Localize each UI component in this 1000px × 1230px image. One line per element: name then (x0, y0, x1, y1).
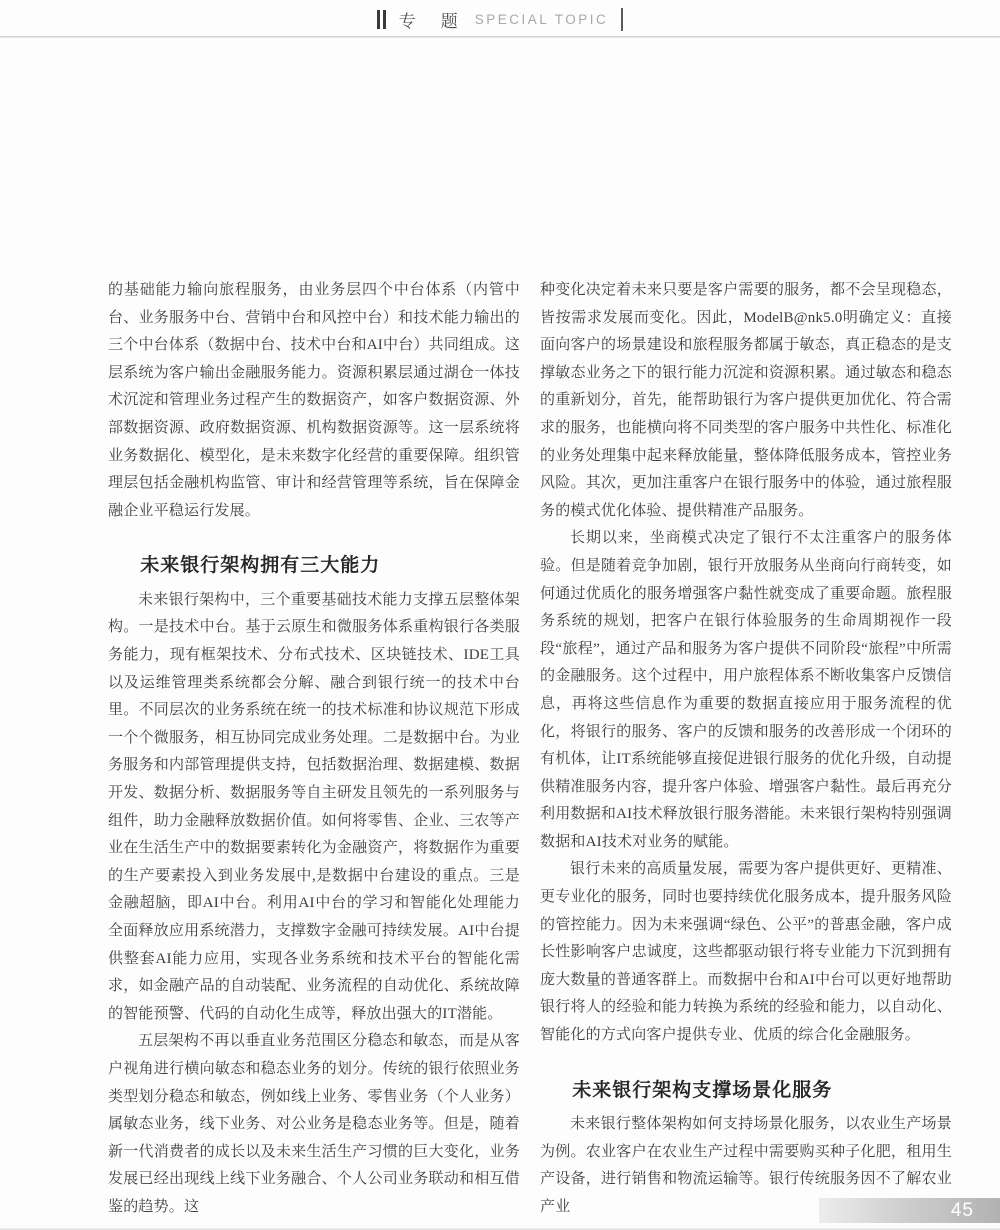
section-heading: 未来银行架构拥有三大能力 (140, 555, 381, 577)
page-top-edge-line (0, 36, 1000, 38)
column-left (108, 277, 520, 1222)
page-header (0, 6, 1000, 32)
double-bar-icon (377, 10, 386, 29)
paragraph: 未来银行架构中，三个重要基础技术能力支撑五层整体架构。一是技术中台。基于云原生和微服务体系重构银行各类服务能力，现有框架技术、分布式技术、区块链技术、IDE工具以及运维管理类系统都会分解、融合到银行统一的技术中台里。不同层次的业务系统在统一的技术标准和协议规范下形成一个个微服务，相互协同完成业务处理。二是数据中台。为业务服务和内部管理提供支持，包括数据治理、数据建模、数据开发、数据分析、数据服务等自主研发且领先的一系列服务与组件，助力金融释放数据价值。如何将零售、企业、三农等产业在生活生产中的数据要素转化为金融资产，将数据作为重要的生产要素投入到业务发展中,是数据中台建设的重点。三是金融超脑，即AI中台。利用AI中台的学习和智能化处理能力全面释放应用系统潜力，支撑数字金融可持续发展。AI中台提供整套AI能力应用，实现各业务系统和技术平台的智能化需求，如金融产品的自动装配、业务流程的自动优化、系统故障的智能预警、代码的自动化生成等，释放出强大的IT潜能。 (108, 591, 520, 1022)
topic-title-cn: 专 题 (398, 11, 462, 31)
paragraph: 银行未来的高质量发展，需要为客户提供更好、更精准、更专业化的服务，同时也要持续优化服务成本，提升服务风险的管控能力。因为未来强调“绿色、公平”的普惠金融，客户成长性影响客户忠诚度，这些都驱动银行将专业能力下沉到拥有庞大数量的普通客群上。而数据中台和AI中台可以更好地帮助银行将人的经验和能力转换为系统的经验和能力，以自动化、智能化的方式向客户提供专业、优质的综合化金融服务。 (540, 861, 952, 1044)
column-right (540, 277, 952, 1222)
topic-title-en: SPECIAL TOPIC (474, 11, 609, 27)
paragraph: 五层架构不再以垂直业务范围区分稳态和敏态，而是从客户视角进行横向敏态和稳态业务的划分。传统的银行依照业务类型划分稳态和敏态，例如线上业务、零售业务（个人业务）属敏态业务，线下业务、对公业务是稳态业务等。但是，随着新一代消费者的成长以及未来生活生产习惯的巨大变化，业务发展已经出现线上线下业务融合、个人公司业务联动和相互借鉴的趋势。这 (108, 1033, 520, 1215)
paragraph: 未来银行整体架构如何支持场景化服务，以农业生产场景为例。农业客户在农业生产过程中需要购买种子化肥，租用生产设备，进行销售和物流运输等。银行传统服务因不了解农业产业 (540, 1116, 952, 1215)
paragraph: 的基础能力输向旅程服务，由业务层四个中台体系（内管中台、业务服务中台、营销中台和风控中台）和技术能力输出的三个中台体系（数据中台、技术中台和AI中台）共同组成。这层系统为客户输出金融服务能力。资源积累层通过湖仓一体技术沉淀和管理业务过程产生的数据资产，如客户数据资源、外部数据资源、政府数据资源、机构数据资源等。这一层系统将业务数据化、模型化，是未来数字化经营的重要保障。组织管理层包括金融机构监管、审计和经营管理等系统，旨在保障金融企业平稳运行发展。 (108, 282, 520, 519)
page-number-bar (819, 1198, 1000, 1223)
paragraph: 长期以来，坐商模式决定了银行不太注重客户的服务体验。但是随着竞争加剧，银行开放服务从坐商向行商转变，如何通过优质化的服务增强客户黏性就变成了重要命题。旅程服务系统的规划，把客户在银行体验服务的生命周期视作一段段“旅程”，通过产品和服务为客户提供不同阶段“旅程”中所需的金融服务。这个过程中，用户旅程体系不断收集客户反馈信息，再将这些信息作为重要的数据直接应用于服务流程的优化，将银行的服务、客户的反馈和服务的改善形成一个闭环的有机体，让IT系统能够直接促进银行服务的优化升级，自动提供精准服务内容，提升客户体验、增强客户黏性。最后再充分利用数据和AI技术释放银行服务潜能。未来银行架构特别强调数据和AI技术对业务的赋能。 (540, 530, 952, 850)
article-body (108, 277, 952, 1222)
single-bar-icon (621, 8, 623, 31)
section-heading: 未来银行架构支撑场景化服务 (572, 1079, 833, 1101)
page-number: 45 (950, 1199, 974, 1221)
paragraph: 种变化决定着未来只要是客户需要的服务，都不会呈现稳态，皆按需求发展而变化。因此，ModelB@nk5.0明确定义：直接面向客户的场景建设和旅程服务都属于敏态，真正稳态的是支撑敏态业务之下的银行能力沉淀和资源积累。通过敏态和稳态的重新划分，首先，能帮助银行为客户提供更加优化、符合需求的服务，也能横向将不同类型的客户服务中共性化、标准化的业务处理集中起来释放能量，整体降低服务成本，管控业务风险。其次，更加注重客户在银行服务中的体验，通过旅程服务的模式优化体验、提供精准产品服务。 (540, 282, 952, 519)
